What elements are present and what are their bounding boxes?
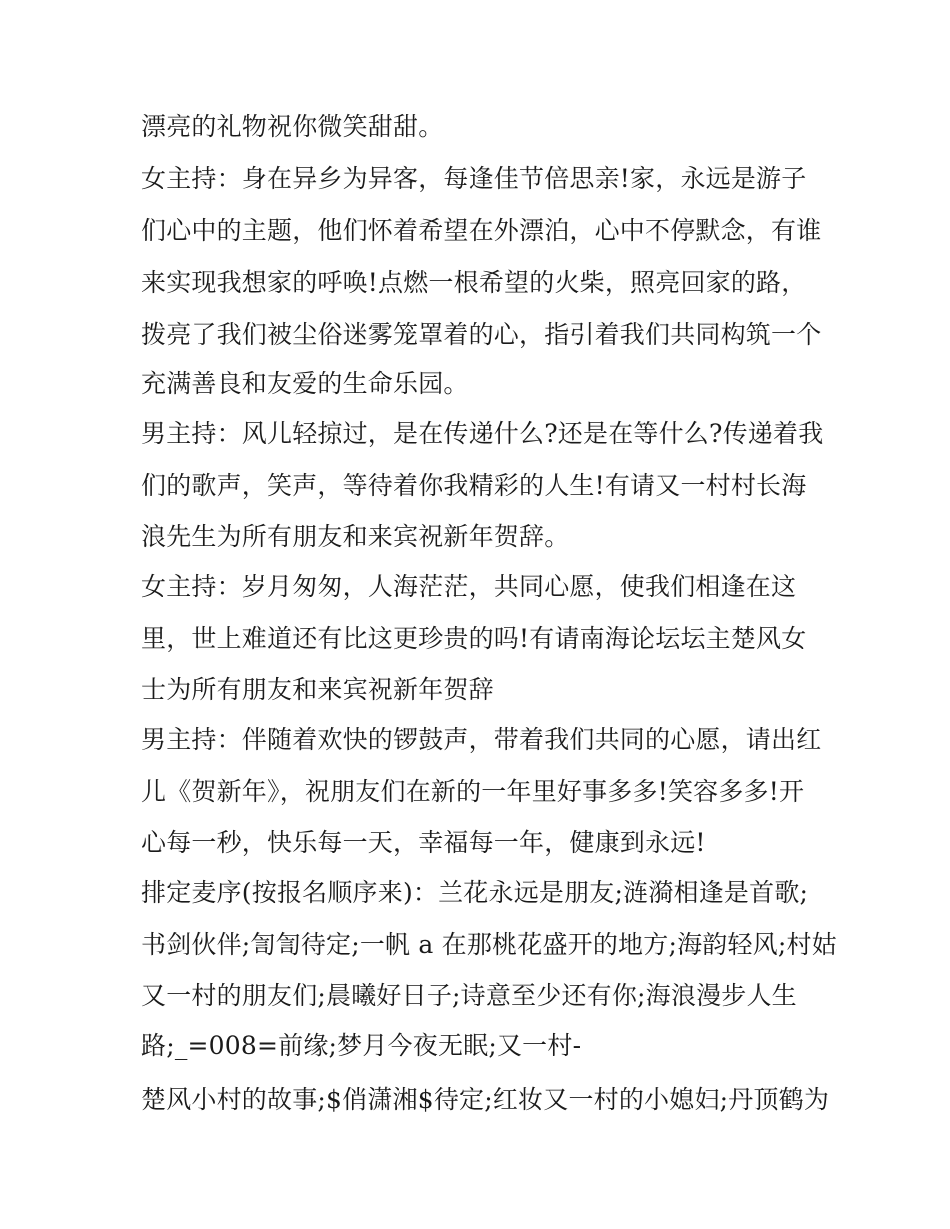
text-line: 拨亮了我们被尘俗迷雾笼罩着的心，指引着我们共同构筑一个 [141,320,822,349]
text-line: 们的歌声，笑声，等待着你我精彩的人生!有请又一村村长海 [141,471,807,500]
text-line: 里，世上难道还有比这更珍贵的吗!有请南海论坛坛主楚风女 [141,624,807,653]
text-line: 士为所有朋友和来宾祝新年贺辞 [141,675,494,704]
text-line: 漂亮的礼物祝你微笑甜甜。 [141,112,444,141]
text-line: 男主持：风儿轻掠过，是在传递什么?还是在等什么?传递着我 [141,419,824,448]
text-line: 又一村的朋友们;晨曦好日子;诗意至少还有你;海浪漫步人生 [141,981,797,1010]
text-line: 男主持：伴随着欢快的锣鼓声，带着我们共同的心愿，请出红 [141,725,822,754]
text-line: 儿《贺新年》，祝朋友们在新的一年里好事多多!笑容多多!开 [141,777,805,806]
text-line: 楚风小村的故事;$俏潇湘$待定;红妆又一村的小媳妇;丹顶鹤为 [141,1085,830,1114]
text-line: 来实现我想家的呼唤!点燃一根希望的火柴，照亮回家的路， [141,268,807,297]
text-line: 心每一秒，快乐每一天，幸福每一年，健康到永远! [141,828,706,857]
text-line: 女主持：岁月匆匆，人海茫茫，共同心愿，使我们相逢在这 [141,572,797,601]
text-line: 女主持：身在异乡为异客，每逢佳节倍思亲!家，永远是游子 [141,164,807,193]
text-line: 浪先生为所有朋友和来宾祝新年贺辞。 [141,522,570,551]
text-line: 排定麦序(按报名顺序来)：兰花永远是朋友;涟漪相逢是首歌; [141,878,809,907]
text-line: 充满善良和友爱的生命乐园。 [141,369,469,398]
text-line: 路;_=008=前缘;梦月今夜无眠;又一村- [141,1031,582,1060]
text-line: 书剑伙伴;訇訇待定;一帆 a 在那桃花盛开的地方;海韵轻风;村姑 [141,930,837,959]
text-line: 们心中的主题，他们怀着希望在外漂泊，心中不停默念，有谁 [141,216,822,245]
